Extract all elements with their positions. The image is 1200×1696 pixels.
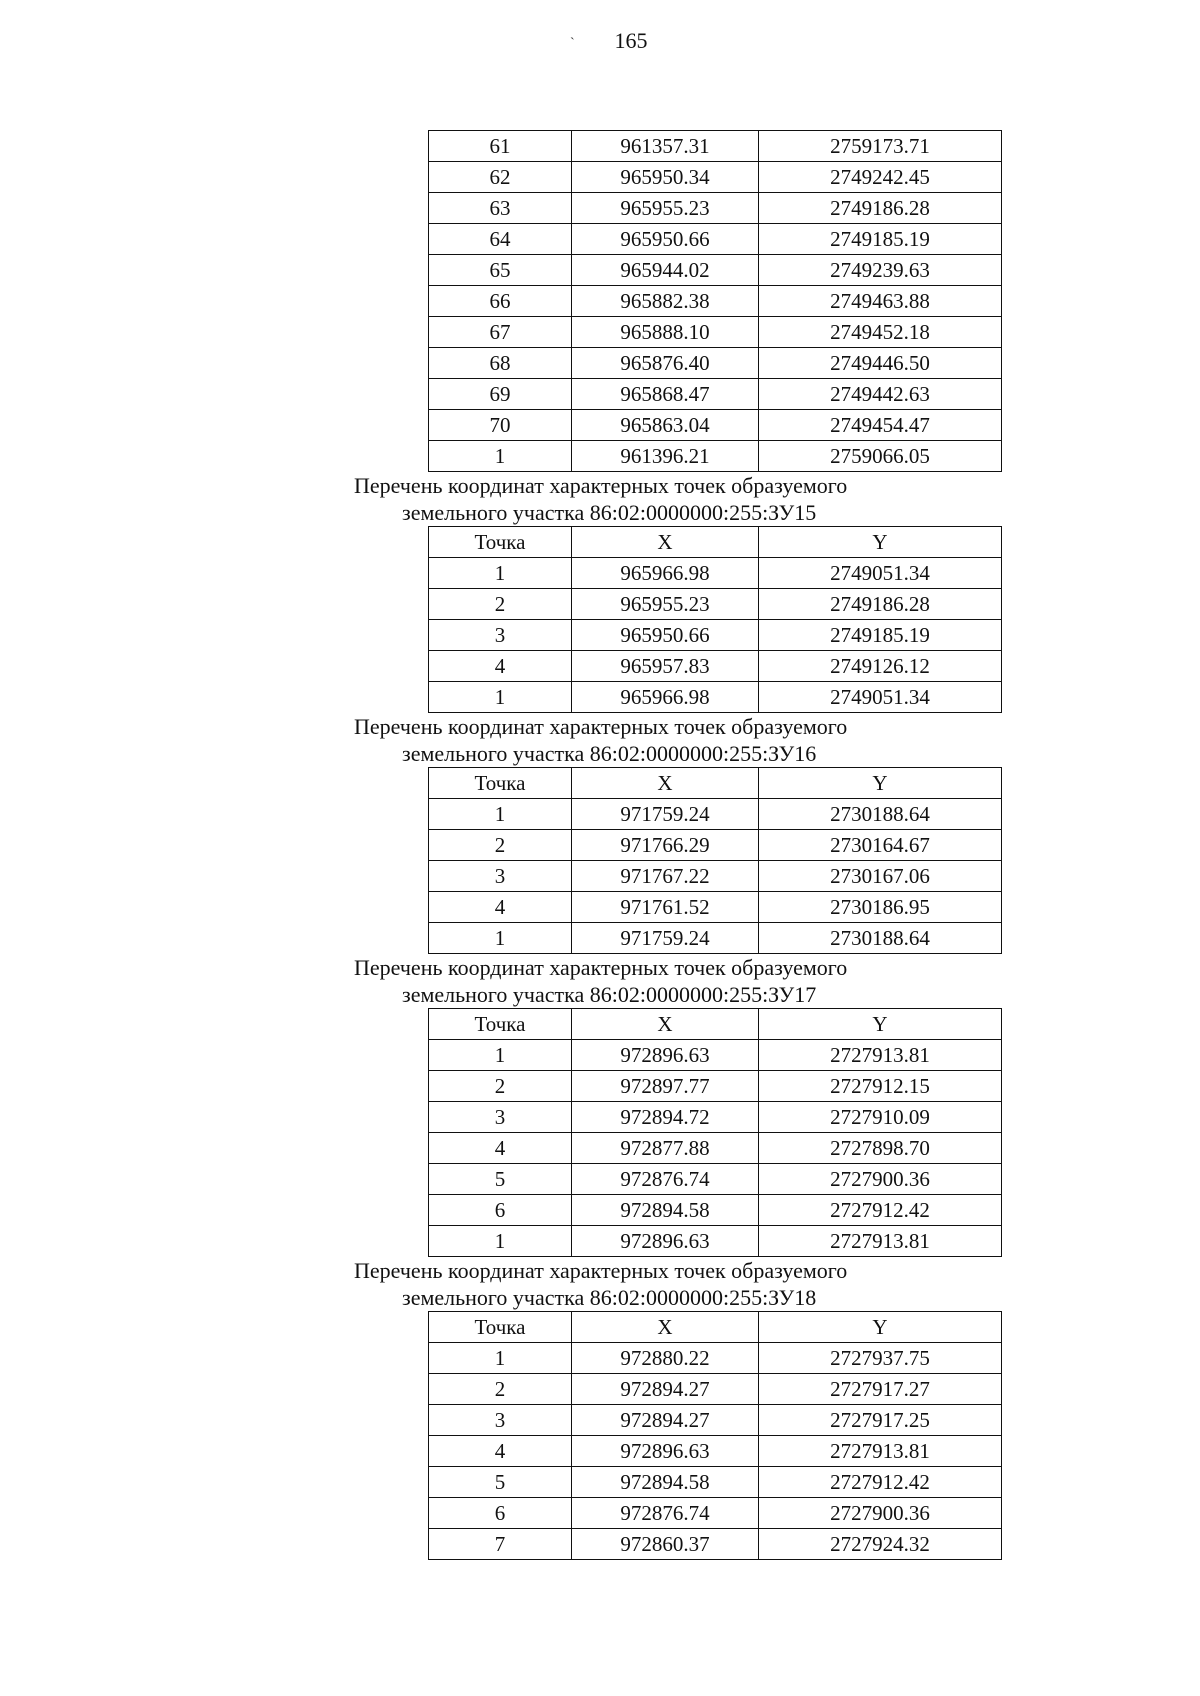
point-cell: 65 bbox=[429, 255, 572, 286]
scan-tick-mark: ` bbox=[570, 36, 575, 51]
y-cell: 2749185.19 bbox=[759, 620, 1002, 651]
point-cell: 3 bbox=[429, 861, 572, 892]
x-cell: 971761.52 bbox=[572, 892, 759, 923]
page-number: 165 bbox=[614, 28, 648, 53]
x-cell: 965955.23 bbox=[572, 193, 759, 224]
point-cell: 3 bbox=[429, 620, 572, 651]
point-cell: 64 bbox=[429, 224, 572, 255]
x-cell: 965876.40 bbox=[572, 348, 759, 379]
table-row bbox=[429, 224, 1002, 255]
header-x: X bbox=[572, 1009, 759, 1040]
point-cell: 4 bbox=[429, 892, 572, 923]
table-row bbox=[429, 1133, 1002, 1164]
y-cell: 2727898.70 bbox=[759, 1133, 1002, 1164]
y-cell: 2749463.88 bbox=[759, 286, 1002, 317]
table-row bbox=[429, 379, 1002, 410]
header-y: Y bbox=[759, 768, 1002, 799]
table-row bbox=[429, 1102, 1002, 1133]
section-caption bbox=[0, 472, 1200, 526]
header-y: Y bbox=[759, 527, 1002, 558]
x-cell: 972876.74 bbox=[572, 1498, 759, 1529]
x-cell: 965950.34 bbox=[572, 162, 759, 193]
document-body bbox=[0, 130, 1200, 1560]
point-cell: 3 bbox=[429, 1405, 572, 1436]
caption-line-2: земельного участка 86:02:0000000:255:ЗУ16 bbox=[402, 741, 817, 766]
x-cell: 971767.22 bbox=[572, 861, 759, 892]
x-cell: 971766.29 bbox=[572, 830, 759, 861]
point-cell: 1 bbox=[429, 441, 572, 472]
x-cell: 972860.37 bbox=[572, 1529, 759, 1560]
y-cell: 2749452.18 bbox=[759, 317, 1002, 348]
y-cell: 2749186.28 bbox=[759, 193, 1002, 224]
point-cell: 2 bbox=[429, 589, 572, 620]
table-header-row bbox=[429, 1312, 1002, 1343]
table-row bbox=[429, 830, 1002, 861]
y-cell: 2749442.63 bbox=[759, 379, 1002, 410]
header-point: Точка bbox=[429, 527, 572, 558]
header-y: Y bbox=[759, 1312, 1002, 1343]
table-row bbox=[429, 286, 1002, 317]
point-cell: 4 bbox=[429, 1436, 572, 1467]
x-cell: 972896.63 bbox=[572, 1436, 759, 1467]
table-row bbox=[429, 1529, 1002, 1560]
x-cell: 965955.23 bbox=[572, 589, 759, 620]
point-cell: 3 bbox=[429, 1102, 572, 1133]
table-row bbox=[429, 441, 1002, 472]
table-row bbox=[429, 892, 1002, 923]
table-header-row bbox=[429, 768, 1002, 799]
y-cell: 2727913.81 bbox=[759, 1226, 1002, 1257]
section-caption bbox=[0, 954, 1200, 1008]
x-cell: 965888.10 bbox=[572, 317, 759, 348]
point-cell: 70 bbox=[429, 410, 572, 441]
point-cell: 6 bbox=[429, 1195, 572, 1226]
y-cell: 2727913.81 bbox=[759, 1040, 1002, 1071]
point-cell: 61 bbox=[429, 131, 572, 162]
y-cell: 2730188.64 bbox=[759, 799, 1002, 830]
point-cell: 5 bbox=[429, 1467, 572, 1498]
table-row bbox=[429, 682, 1002, 713]
table-row bbox=[429, 1040, 1002, 1071]
y-cell: 2749185.19 bbox=[759, 224, 1002, 255]
point-cell: 7 bbox=[429, 1529, 572, 1560]
table-row bbox=[429, 799, 1002, 830]
header-y: Y bbox=[759, 1009, 1002, 1040]
point-cell: 1 bbox=[429, 1040, 572, 1071]
y-cell: 2727937.75 bbox=[759, 1343, 1002, 1374]
point-cell: 6 bbox=[429, 1498, 572, 1529]
table-row bbox=[429, 1071, 1002, 1102]
point-cell: 2 bbox=[429, 830, 572, 861]
caption-line-1: Перечень координат характерных точек образуемого bbox=[354, 714, 848, 739]
x-cell: 971759.24 bbox=[572, 799, 759, 830]
x-cell: 972896.63 bbox=[572, 1226, 759, 1257]
header-point: Точка bbox=[429, 1312, 572, 1343]
coordinates-table bbox=[428, 767, 1002, 954]
x-cell: 972876.74 bbox=[572, 1164, 759, 1195]
x-cell: 972894.58 bbox=[572, 1467, 759, 1498]
y-cell: 2727924.32 bbox=[759, 1529, 1002, 1560]
y-cell: 2727917.25 bbox=[759, 1405, 1002, 1436]
x-cell: 972894.72 bbox=[572, 1102, 759, 1133]
section-caption bbox=[0, 713, 1200, 767]
point-cell: 1 bbox=[429, 1226, 572, 1257]
table-row bbox=[429, 651, 1002, 682]
section-caption bbox=[0, 1257, 1200, 1311]
header-x: X bbox=[572, 527, 759, 558]
caption-line-1: Перечень координат характерных точек образуемого bbox=[354, 955, 848, 980]
y-cell: 2759173.71 bbox=[759, 131, 1002, 162]
x-cell: 965950.66 bbox=[572, 620, 759, 651]
x-cell: 972896.63 bbox=[572, 1040, 759, 1071]
header-point: Точка bbox=[429, 1009, 572, 1040]
y-cell: 2730167.06 bbox=[759, 861, 1002, 892]
y-cell: 2727912.15 bbox=[759, 1071, 1002, 1102]
table-row bbox=[429, 558, 1002, 589]
point-cell: 2 bbox=[429, 1071, 572, 1102]
caption-line-2: земельного участка 86:02:0000000:255:ЗУ18 bbox=[402, 1285, 817, 1310]
x-cell: 965957.83 bbox=[572, 651, 759, 682]
table-row bbox=[429, 193, 1002, 224]
point-cell: 69 bbox=[429, 379, 572, 410]
table-row bbox=[429, 162, 1002, 193]
table-row bbox=[429, 1498, 1002, 1529]
point-cell: 67 bbox=[429, 317, 572, 348]
table-row bbox=[429, 410, 1002, 441]
table-row bbox=[429, 131, 1002, 162]
x-cell: 965966.98 bbox=[572, 558, 759, 589]
point-cell: 63 bbox=[429, 193, 572, 224]
x-cell: 961357.31 bbox=[572, 131, 759, 162]
x-cell: 972880.22 bbox=[572, 1343, 759, 1374]
caption-line-2: земельного участка 86:02:0000000:255:ЗУ17 bbox=[402, 982, 817, 1007]
table-row bbox=[429, 620, 1002, 651]
y-cell: 2749454.47 bbox=[759, 410, 1002, 441]
y-cell: 2749239.63 bbox=[759, 255, 1002, 286]
point-cell: 4 bbox=[429, 651, 572, 682]
x-cell: 965966.98 bbox=[572, 682, 759, 713]
table-row bbox=[429, 1343, 1002, 1374]
point-cell: 68 bbox=[429, 348, 572, 379]
point-cell: 1 bbox=[429, 682, 572, 713]
header-point: Точка bbox=[429, 768, 572, 799]
y-cell: 2727917.27 bbox=[759, 1374, 1002, 1405]
coordinates-table-continued bbox=[428, 130, 1002, 472]
y-cell: 2749186.28 bbox=[759, 589, 1002, 620]
table-row bbox=[429, 1436, 1002, 1467]
table-row bbox=[429, 1467, 1002, 1498]
caption-line-1: Перечень координат характерных точек образуемого bbox=[354, 1258, 848, 1283]
point-cell: 66 bbox=[429, 286, 572, 317]
x-cell: 965944.02 bbox=[572, 255, 759, 286]
y-cell: 2730188.64 bbox=[759, 923, 1002, 954]
y-cell: 2730164.67 bbox=[759, 830, 1002, 861]
caption-line-2: земельного участка 86:02:0000000:255:ЗУ15 bbox=[402, 500, 817, 525]
table-row bbox=[429, 923, 1002, 954]
x-cell: 965882.38 bbox=[572, 286, 759, 317]
y-cell: 2749242.45 bbox=[759, 162, 1002, 193]
table-row bbox=[429, 1195, 1002, 1226]
table-row bbox=[429, 317, 1002, 348]
table-row bbox=[429, 1164, 1002, 1195]
table-row bbox=[429, 255, 1002, 286]
point-cell: 2 bbox=[429, 1374, 572, 1405]
point-cell: 1 bbox=[429, 799, 572, 830]
table-header-row bbox=[429, 1009, 1002, 1040]
x-cell: 965868.47 bbox=[572, 379, 759, 410]
x-cell: 972894.27 bbox=[572, 1374, 759, 1405]
table-row bbox=[429, 1374, 1002, 1405]
header-x: X bbox=[572, 768, 759, 799]
y-cell: 2727910.09 bbox=[759, 1102, 1002, 1133]
table-header-row bbox=[429, 527, 1002, 558]
y-cell: 2727912.42 bbox=[759, 1195, 1002, 1226]
table-row bbox=[429, 1226, 1002, 1257]
y-cell: 2749051.34 bbox=[759, 682, 1002, 713]
x-cell: 965950.66 bbox=[572, 224, 759, 255]
header-x: X bbox=[572, 1312, 759, 1343]
coordinates-table bbox=[428, 1311, 1002, 1560]
table-row bbox=[429, 861, 1002, 892]
point-cell: 4 bbox=[429, 1133, 572, 1164]
x-cell: 971759.24 bbox=[572, 923, 759, 954]
x-cell: 972897.77 bbox=[572, 1071, 759, 1102]
x-cell: 965863.04 bbox=[572, 410, 759, 441]
x-cell: 961396.21 bbox=[572, 441, 759, 472]
y-cell: 2727900.36 bbox=[759, 1164, 1002, 1195]
y-cell: 2749126.12 bbox=[759, 651, 1002, 682]
y-cell: 2730186.95 bbox=[759, 892, 1002, 923]
point-cell: 1 bbox=[429, 1343, 572, 1374]
y-cell: 2749051.34 bbox=[759, 558, 1002, 589]
x-cell: 972877.88 bbox=[572, 1133, 759, 1164]
caption-line-1: Перечень координат характерных точек образуемого bbox=[354, 473, 848, 498]
coordinates-table bbox=[428, 1008, 1002, 1257]
point-cell: 62 bbox=[429, 162, 572, 193]
x-cell: 972894.58 bbox=[572, 1195, 759, 1226]
y-cell: 2727900.36 bbox=[759, 1498, 1002, 1529]
plot-sections bbox=[0, 472, 1200, 1560]
table-row bbox=[429, 589, 1002, 620]
y-cell: 2727913.81 bbox=[759, 1436, 1002, 1467]
y-cell: 2727912.42 bbox=[759, 1467, 1002, 1498]
point-cell: 1 bbox=[429, 923, 572, 954]
y-cell: 2749446.50 bbox=[759, 348, 1002, 379]
table-row bbox=[429, 1405, 1002, 1436]
table-row bbox=[429, 348, 1002, 379]
coordinates-table bbox=[428, 526, 1002, 713]
x-cell: 972894.27 bbox=[572, 1405, 759, 1436]
point-cell: 5 bbox=[429, 1164, 572, 1195]
point-cell: 1 bbox=[429, 558, 572, 589]
y-cell: 2759066.05 bbox=[759, 441, 1002, 472]
